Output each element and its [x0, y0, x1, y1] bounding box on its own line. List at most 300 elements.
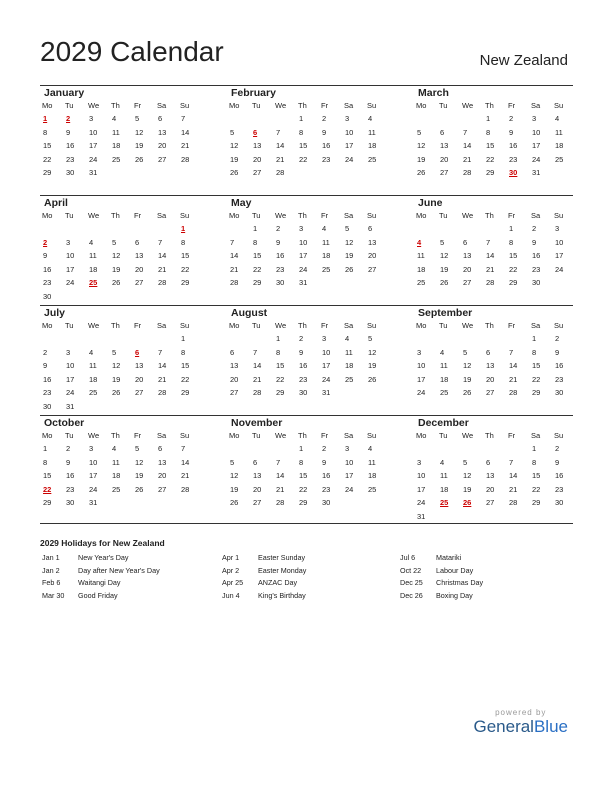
day-cell: 20 [253, 484, 262, 494]
day-cell: 24 [66, 388, 75, 398]
weekday-label: Th [485, 101, 494, 110]
day-cell: 28 [230, 278, 239, 288]
day-cell: 16 [43, 264, 52, 274]
day-cell: 11 [345, 347, 353, 357]
day-cell: 3 [532, 114, 537, 123]
empty-cell [437, 222, 460, 236]
day-cell: 25 [555, 154, 564, 164]
weekday-label: Tu [439, 431, 448, 440]
day-cell: 21 [509, 484, 518, 494]
day-cell: 17 [417, 374, 426, 384]
day-cell: 12 [463, 361, 472, 371]
empty-cell [155, 222, 178, 236]
holiday-day: 4 [417, 237, 422, 247]
day-cell: 26 [417, 168, 426, 178]
day-cell: 30 [555, 388, 564, 398]
day-cell: 2 [555, 334, 560, 343]
day-cell: 3 [555, 224, 560, 233]
empty-cell [414, 442, 437, 456]
empty-cell [109, 332, 132, 346]
empty-cell [40, 222, 63, 236]
divider-line [40, 195, 573, 196]
weekday-label: Su [367, 211, 377, 220]
holiday-date: Dec 26 [400, 590, 423, 600]
day-cell: 24 [322, 374, 331, 384]
weekday-label: We [88, 101, 100, 110]
empty-cell [155, 332, 178, 346]
day-cell: 27 [486, 388, 495, 398]
weekday-label: Tu [65, 211, 74, 220]
weekday-label: Fr [508, 431, 516, 440]
day-cell: 21 [253, 374, 262, 384]
day-cell: 6 [486, 347, 491, 357]
day-cell: 16 [299, 361, 308, 371]
weekday-label: Tu [252, 101, 261, 110]
day-cell: 2 [299, 334, 304, 343]
day-cell: 17 [345, 141, 354, 151]
holiday-day: 2 [43, 237, 48, 247]
day-cell: 8 [181, 347, 186, 357]
day-cell: 21 [158, 374, 167, 384]
empty-cell [414, 332, 437, 346]
holiday-day: 1 [43, 114, 48, 123]
weekday-label: Mo [229, 101, 240, 110]
day-cell: 27 [230, 388, 239, 398]
weekday-label: We [462, 211, 474, 220]
day-cell: 4 [112, 444, 117, 453]
day-cell: 10 [555, 237, 564, 247]
day-cell: 29 [181, 278, 190, 288]
day-cell: 5 [368, 334, 373, 343]
day-cell: 30 [276, 278, 285, 288]
day-cell: 26 [112, 388, 121, 398]
weekday-label: Tu [439, 211, 448, 220]
day-cell: 16 [322, 471, 331, 481]
weekday-label: Su [554, 101, 564, 110]
day-cell: 15 [532, 361, 541, 371]
weekday-label: We [462, 321, 474, 330]
day-cell: 16 [322, 141, 331, 151]
day-cell: 7 [509, 457, 514, 467]
holiday-name: Boxing Day [436, 590, 473, 600]
day-cell: 13 [368, 237, 377, 247]
month-july [40, 306, 200, 414]
weekday-label: Sa [344, 431, 354, 440]
holiday-name: Waitangi Day [78, 578, 121, 587]
day-cell: 15 [253, 251, 262, 261]
holiday-date: Jan 1 [42, 553, 60, 562]
day-cell: 22 [532, 484, 541, 494]
weekday-label: Th [111, 321, 120, 330]
day-cell: 2 [276, 224, 281, 233]
empty-cell [227, 442, 250, 456]
empty-cell [109, 222, 132, 236]
holiday-date: Mar 30 [42, 590, 65, 600]
day-cell: 17 [532, 141, 541, 151]
day-cell: 10 [66, 251, 75, 261]
day-cell: 24 [417, 498, 426, 508]
day-cell: 14 [253, 361, 262, 371]
day-cell: 15 [43, 141, 52, 151]
day-cell: 15 [181, 361, 190, 371]
day-cell: 11 [368, 457, 376, 467]
day-cell: 19 [463, 374, 472, 384]
day-cell: 8 [299, 457, 304, 467]
day-cell: 18 [440, 374, 449, 384]
day-cell: 5 [417, 127, 422, 137]
day-cell: 11 [112, 127, 120, 137]
weekday-label: Th [485, 321, 494, 330]
day-cell: 10 [89, 127, 98, 137]
powered-by-text: powered by [495, 708, 547, 717]
day-cell: 23 [322, 154, 331, 164]
weekday-label: Su [180, 321, 190, 330]
day-cell: 13 [486, 471, 495, 481]
day-cell: 4 [112, 114, 117, 123]
day-cell: 11 [322, 237, 330, 247]
day-cell: 12 [135, 457, 144, 467]
day-cell: 9 [43, 251, 48, 261]
day-cell: 18 [112, 141, 121, 151]
day-cell: 19 [463, 484, 472, 494]
day-cell: 5 [230, 457, 235, 467]
brand-logo [473, 708, 568, 737]
holiday-row [400, 552, 483, 565]
holiday-name: Easter Sunday [258, 553, 306, 562]
day-cell: 12 [440, 251, 449, 261]
day-cell: 7 [276, 127, 281, 137]
day-cell: 6 [486, 457, 491, 467]
empty-cell [483, 442, 506, 456]
day-cell: 16 [509, 141, 518, 151]
weekday-label: Fr [134, 321, 142, 330]
weekday-label: We [88, 321, 100, 330]
day-cell: 16 [66, 141, 75, 151]
day-cell: 11 [555, 127, 563, 137]
day-cell: 1 [253, 224, 258, 233]
day-cell: 26 [345, 264, 354, 274]
weekday-label: Sa [344, 211, 354, 220]
day-cell: 20 [253, 154, 262, 164]
day-cell: 12 [230, 471, 239, 481]
day-cell: 28 [158, 278, 167, 288]
empty-cell [250, 112, 273, 126]
day-cell: 20 [135, 374, 144, 384]
empty-cell [483, 332, 506, 346]
day-cell: 8 [486, 127, 491, 137]
day-cell: 31 [66, 401, 75, 411]
day-cell: 27 [158, 154, 167, 164]
day-cell: 2 [509, 114, 514, 123]
month-name: April [44, 197, 68, 209]
day-cell: 12 [112, 361, 121, 371]
month-march [414, 86, 574, 180]
day-cell: 19 [368, 361, 377, 371]
day-cell: 10 [345, 127, 354, 137]
day-cell: 21 [158, 264, 167, 274]
day-cell: 20 [158, 471, 167, 481]
weekday-label: Sa [531, 431, 541, 440]
divider-line [40, 523, 573, 524]
weekday-label: Su [367, 321, 377, 330]
day-cell: 27 [135, 278, 144, 288]
day-cell: 27 [368, 264, 377, 274]
day-cell: 20 [368, 251, 377, 261]
day-cell: 15 [532, 471, 541, 481]
day-cell: 1 [43, 444, 48, 453]
divider-line [40, 305, 573, 306]
country-name: New Zealand [479, 52, 568, 69]
day-cell: 30 [555, 498, 564, 508]
day-cell: 3 [417, 347, 422, 357]
weekday-label: Th [298, 211, 307, 220]
day-cell: 15 [299, 471, 308, 481]
holiday-row [400, 590, 483, 603]
day-cell: 18 [555, 141, 564, 151]
day-cell: 3 [89, 444, 94, 453]
day-cell: 31 [89, 498, 98, 508]
day-cell: 28 [253, 388, 262, 398]
empty-cell [437, 332, 460, 346]
weekday-label: Th [485, 211, 494, 220]
day-cell: 13 [158, 457, 167, 467]
day-cell: 14 [463, 141, 472, 151]
weekday-label: Tu [252, 211, 261, 220]
day-cell: 4 [368, 444, 373, 453]
day-cell: 4 [89, 237, 94, 247]
day-cell: 16 [276, 251, 285, 261]
month-december [414, 416, 574, 524]
day-cell: 11 [417, 251, 425, 261]
day-cell: 18 [89, 264, 98, 274]
day-cell: 9 [322, 457, 327, 467]
day-cell: 26 [230, 168, 239, 178]
day-cell: 13 [463, 251, 472, 261]
day-cell: 10 [299, 237, 308, 247]
day-cell: 19 [112, 264, 121, 274]
day-cell: 26 [135, 484, 144, 494]
day-cell: 3 [322, 334, 327, 343]
month-name: November [231, 417, 283, 429]
weekday-label: Sa [531, 101, 541, 110]
day-cell: 10 [417, 471, 426, 481]
empty-cell [506, 332, 529, 346]
day-cell: 8 [253, 237, 258, 247]
day-cell: 6 [158, 444, 163, 453]
day-cell: 1 [509, 224, 514, 233]
weekday-label: Sa [157, 431, 167, 440]
day-cell: 9 [276, 237, 281, 247]
day-cell: 19 [440, 264, 449, 274]
day-cell: 28 [158, 388, 167, 398]
weekday-label: Th [298, 101, 307, 110]
weekday-label: Mo [229, 431, 240, 440]
day-cell: 7 [486, 237, 491, 247]
day-cell: 6 [135, 237, 140, 247]
holiday-row [222, 552, 306, 565]
month-october [40, 416, 200, 510]
weekday-label: We [275, 321, 287, 330]
day-cell: 2 [43, 347, 48, 357]
holiday-date: Feb 6 [42, 578, 61, 587]
day-cell: 18 [112, 471, 121, 481]
day-cell: 10 [89, 457, 98, 467]
holiday-name: King's Birthday [258, 590, 306, 600]
weekday-label: Tu [252, 321, 261, 330]
holiday-name: Easter Monday [258, 565, 307, 575]
day-cell: 16 [532, 251, 541, 261]
day-cell: 8 [509, 237, 514, 247]
day-cell: 30 [299, 388, 308, 398]
empty-cell [227, 222, 250, 236]
day-cell: 19 [135, 141, 144, 151]
day-cell: 1 [486, 114, 491, 123]
day-cell: 5 [463, 347, 468, 357]
day-cell: 23 [555, 484, 564, 494]
day-cell: 25 [345, 374, 354, 384]
day-cell: 29 [532, 498, 541, 508]
day-cell: 28 [509, 498, 518, 508]
day-cell: 23 [43, 278, 52, 288]
day-cell: 26 [230, 498, 239, 508]
holiday-day: 6 [253, 127, 258, 137]
day-cell: 14 [158, 361, 167, 371]
day-cell: 3 [299, 224, 304, 233]
day-cell: 3 [89, 114, 94, 123]
day-cell: 29 [509, 278, 518, 288]
month-name: February [231, 87, 276, 99]
empty-cell [506, 442, 529, 456]
day-cell: 23 [555, 374, 564, 384]
empty-cell [63, 332, 86, 346]
day-cell: 25 [368, 484, 377, 494]
weekday-label: Fr [321, 101, 329, 110]
weekday-label: Fr [508, 101, 516, 110]
day-cell: 19 [112, 374, 121, 384]
weekday-label: We [88, 211, 100, 220]
weekday-label: Th [111, 211, 120, 220]
holiday-date: Apr 1 [222, 553, 240, 562]
day-cell: 24 [89, 154, 98, 164]
day-cell: 29 [43, 498, 52, 508]
day-cell: 4 [440, 457, 445, 467]
day-cell: 6 [230, 347, 235, 357]
day-cell: 18 [322, 251, 331, 261]
day-cell: 30 [66, 498, 75, 508]
empty-cell [437, 112, 460, 126]
holiday-name: ANZAC Day [258, 578, 298, 587]
day-cell: 13 [135, 251, 144, 261]
day-cell: 31 [89, 168, 98, 178]
day-cell: 11 [89, 251, 97, 261]
day-cell: 22 [532, 374, 541, 384]
day-cell: 28 [463, 168, 472, 178]
day-cell: 7 [181, 444, 186, 453]
weekday-label: Sa [531, 211, 541, 220]
day-cell: 7 [276, 457, 281, 467]
month-april [40, 196, 200, 304]
day-cell: 26 [463, 388, 472, 398]
day-cell: 15 [486, 141, 495, 151]
empty-cell [273, 442, 296, 456]
day-cell: 2 [322, 444, 327, 453]
weekday-label: Fr [321, 211, 329, 220]
weekday-label: Su [554, 431, 564, 440]
day-cell: 18 [89, 374, 98, 384]
day-cell: 13 [253, 471, 262, 481]
weekday-label: Tu [65, 321, 74, 330]
day-cell: 14 [230, 251, 239, 261]
day-cell: 11 [440, 361, 448, 371]
day-cell: 29 [532, 388, 541, 398]
day-cell: 7 [253, 347, 258, 357]
holiday-day: 25 [89, 278, 98, 288]
day-cell: 28 [509, 388, 518, 398]
weekday-label: Tu [439, 101, 448, 110]
day-cell: 15 [43, 471, 52, 481]
day-cell: 27 [158, 484, 167, 494]
day-cell: 2 [555, 444, 560, 453]
weekday-label: Mo [42, 321, 53, 330]
day-cell: 12 [463, 471, 472, 481]
empty-cell [273, 112, 296, 126]
day-cell: 20 [486, 374, 495, 384]
day-cell: 28 [276, 498, 285, 508]
day-cell: 17 [66, 264, 75, 274]
empty-cell [132, 332, 155, 346]
weekday-label: We [88, 431, 100, 440]
weekday-label: Fr [321, 321, 329, 330]
weekday-label: Mo [416, 321, 427, 330]
weekday-label: Tu [65, 101, 74, 110]
weekday-label: Fr [134, 101, 142, 110]
weekday-label: Th [111, 101, 120, 110]
month-september [414, 306, 574, 400]
weekday-label: Su [367, 101, 377, 110]
day-cell: 21 [276, 484, 285, 494]
day-cell: 21 [181, 141, 190, 151]
month-name: August [231, 307, 268, 319]
empty-cell [132, 222, 155, 236]
day-cell: 29 [299, 498, 308, 508]
day-cell: 27 [463, 278, 472, 288]
day-cell: 8 [43, 457, 48, 467]
day-cell: 5 [230, 127, 235, 137]
holiday-name: Day after New Year's Day [78, 565, 160, 575]
empty-cell [40, 332, 63, 346]
day-cell: 8 [276, 347, 281, 357]
day-cell: 23 [43, 388, 52, 398]
day-cell: 31 [299, 278, 308, 288]
day-cell: 25 [89, 388, 98, 398]
holiday-day: 1 [181, 224, 186, 233]
day-cell: 16 [555, 471, 564, 481]
holiday-date: Jul 6 [400, 553, 416, 562]
day-cell: 30 [43, 291, 52, 301]
weekday-label: Mo [229, 211, 240, 220]
weekday-label: Mo [416, 211, 427, 220]
day-cell: 3 [66, 347, 71, 357]
weekday-label: Su [180, 211, 190, 220]
day-cell: 4 [322, 224, 327, 233]
holiday-date: Oct 22 [400, 565, 422, 575]
month-name: March [418, 87, 449, 99]
day-cell: 13 [253, 141, 262, 151]
day-cell: 12 [230, 141, 239, 151]
day-cell: 15 [181, 251, 190, 261]
day-cell: 23 [299, 374, 308, 384]
holiday-day: 22 [43, 484, 52, 494]
